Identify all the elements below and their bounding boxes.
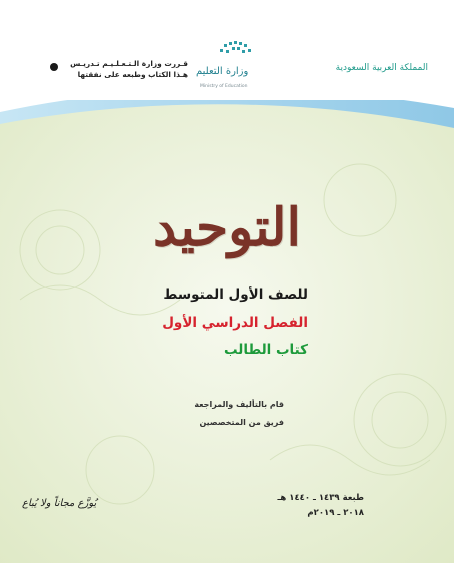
team-label: فريق من المتخصصين [199,418,284,427]
grade-label: للصف الأول المتوسط [163,287,308,303]
prepared-by-label: قام بالتأليف والمراجعة [194,400,284,409]
edition-gregorian: ٢٠١٨ ـ ٢٠١٩م [307,508,364,518]
decree-line-2: هـذا الكتاب وطبعه على نفقتها [77,70,188,79]
decree-line-1: قـررت وزارة الـتـعـلـيـم تـدريـس [70,59,188,68]
background-panel [0,99,454,563]
ministry-name-en: Ministry of Education [200,84,248,89]
kingdom-label: المملكة العربية السعودية [335,63,428,73]
semester-label: الفصل الدراسي الأول [162,315,308,331]
cover-header [0,0,454,100]
book-title: التوحيد [153,197,301,258]
ministry-decree [66,58,188,80]
ministry-name-ar: وزارة التعليم [196,66,249,77]
book-type-label: كتاب الطالب [224,342,308,358]
decree-dot-icon [50,63,58,71]
edition-hijri: طبعة ١٤٣٩ ـ ١٤٤٠ هـ [277,493,364,503]
free-distribution-note: يُوزَّع مجاناً ولا يُباع [22,498,97,509]
